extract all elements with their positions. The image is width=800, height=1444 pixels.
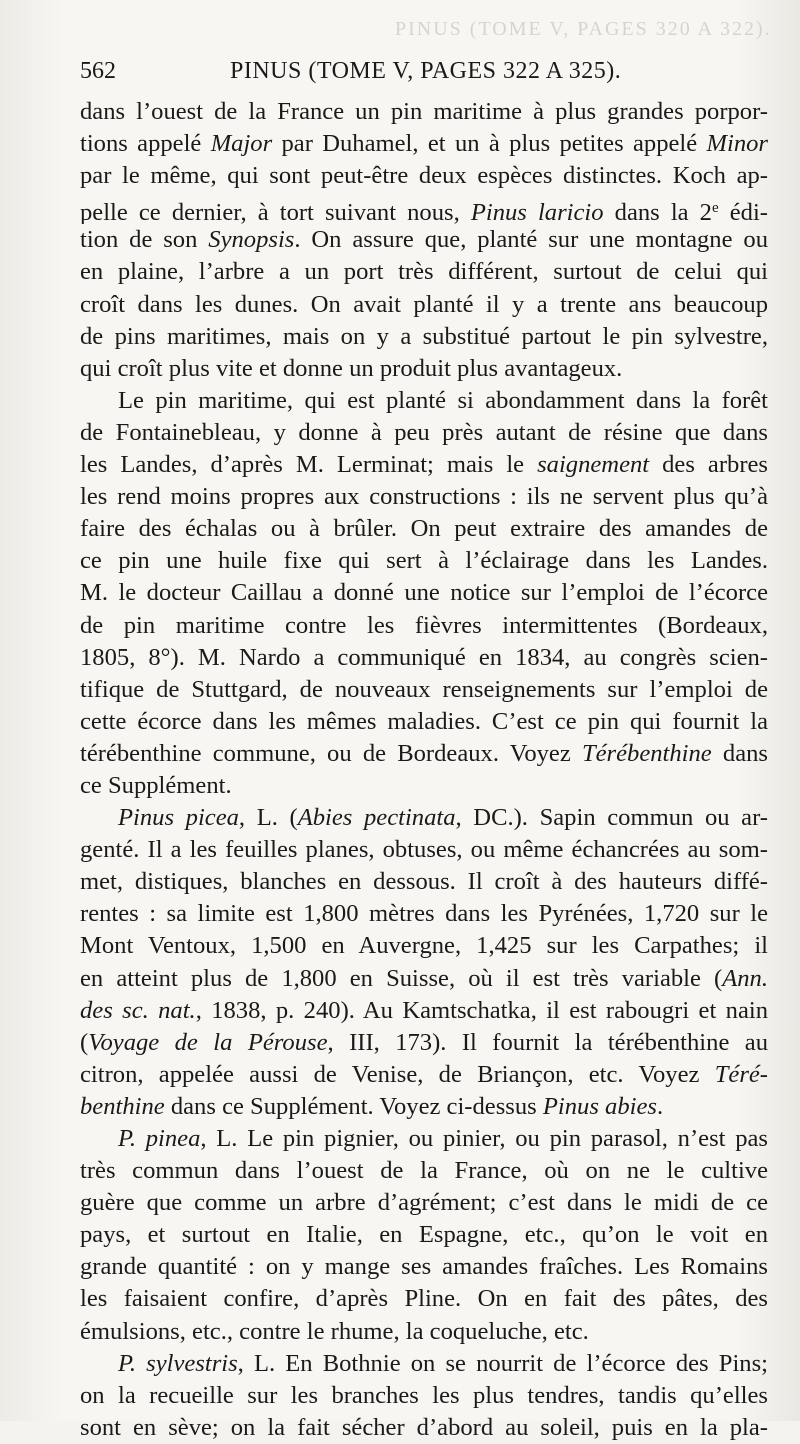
text-line: faire des échalas ou à brûler. On peut extraire des amandes de <box>80 515 768 543</box>
text-line: en plaine, l’arbre a un port très différent, surtout de celui qui <box>80 258 768 286</box>
text-line: dans l’ouest de la France un pin maritime à plus grandes porpor- <box>80 98 768 125</box>
text-line: les Landes, d’après M. Lerminat; mais le saignement des arbres <box>80 451 768 479</box>
text-line: térébenthine commune, ou de Bordeaux. Voyez Térébenthine dans <box>80 739 768 767</box>
text-line: Pinus picea, L. (Abies pectinata, DC.). Sapin commun ou ar- <box>118 804 768 832</box>
text-line: tifique de Stuttgard, de nouveaux renseignements sur l’emploi de <box>80 675 768 703</box>
text-line: pelle ce dernier, à tort suivant nous, Pinus laricio dans la 2e édi- <box>80 199 768 225</box>
text-line: pays, et surtout en Italie, en Espagne, etc., qu’on le voit en <box>80 1221 768 1249</box>
text-line: rentes : sa limite est 1,800 mètres dans les Pyrénées, 1,720 sur le <box>80 900 768 928</box>
text-line: M. le docteur Caillau a donné une notice sur l’emploi de l’écorce <box>80 579 768 607</box>
body-text <box>80 96 768 1444</box>
text-line: tions appelé Major par Duhamel, et un à plus petites appelé Minor <box>80 130 768 158</box>
running-title: PINUS (TOME V, PAGES 322 A 325). <box>230 58 622 84</box>
text-line: tion de son Synopsis. On assure que, planté sur une montagne ou <box>80 226 768 254</box>
text-line: genté. Il a les feuilles planes, obtuses, ou même échancrées au som- <box>80 836 768 864</box>
text-line: par le même, qui sont peut-être deux espèces distinctes. Koch ap- <box>80 162 768 190</box>
text-line: en atteint plus de 1,800 en Suisse, où il est très variable (Ann. <box>80 964 768 992</box>
text-line: sont en sève; on la fait sécher d’abord au soleil, puis en la pla- <box>80 1413 768 1441</box>
text-line: de pin maritime contre les fièvres intermittentes (Bordeaux, <box>80 611 768 639</box>
bleed-through-header: PINUS (TOME V, PAGES 320 A 322). <box>395 18 772 40</box>
text-line: de pins maritimes, mais on y a substitué partout le pin sylvestre, <box>80 322 768 350</box>
text-line: grande quantité : on y mange ses amandes fraîches. Les Romains <box>80 1253 768 1281</box>
text-line: benthine dans ce Supplément. Voyez ci-dessus Pinus abies. <box>80 1092 664 1120</box>
text-line: les faisaient confire, d’après Pline. On en fait des pâtes, des <box>80 1285 768 1313</box>
text-line: Mont Ventoux, 1,500 en Auvergne, 1,425 sur les Carpathes; il <box>80 932 768 960</box>
text-line: de Fontainebleau, y donne à peu près autant de résine que dans <box>80 418 768 446</box>
running-header <box>80 58 760 94</box>
text-line: citron, appelée aussi de Venise, de Briançon, etc. Voyez Téré- <box>80 1060 768 1088</box>
text-line: P. sylvestris, L. En Bothnie on se nourrit de l’écorce des Pins; <box>118 1349 768 1377</box>
text-line: ce pin une huile fixe qui sert à l’éclairage dans les Landes. <box>80 547 768 575</box>
text-line: 1805, 8°). M. Nardo a communiqué en 1834, au congrès scien- <box>80 643 768 671</box>
text-line: émulsions, etc., contre le rhume, la coqueluche, etc. <box>80 1317 589 1345</box>
text-line: met, distiques, blanches en dessous. Il croît à des hauteurs diffé- <box>80 868 768 896</box>
text-line: cette écorce dans les mêmes maladies. C’est ce pin qui fournit la <box>80 707 768 735</box>
text-line: on la recueille sur les branches les plus tendres, tandis qu’elles <box>80 1381 768 1409</box>
text-line: des sc. nat., 1838, p. 240). Au Kamtschatka, il est rabougri et nain <box>80 996 768 1024</box>
text-line: les rend moins propres aux constructions : ils ne servent plus qu’à <box>80 483 768 511</box>
page-number: 562 <box>80 58 116 84</box>
text-line: qui croît plus vite et donne un produit plus avantageux. <box>80 354 623 382</box>
text-line: P. pinea, L. Le pin pignier, ou pinier, ou pin parasol, n’est pas <box>118 1125 768 1152</box>
text-line: croît dans les dunes. On avait planté il y a trente ans beaucoup <box>80 290 768 318</box>
text-line: guère que comme un arbre d’agrément; c’est dans le midi de ce <box>80 1189 768 1217</box>
text-line: très commun dans l’ouest de la France, où on ne le cultive <box>80 1157 768 1185</box>
text-line: Le pin maritime, qui est planté si abondamment dans la forêt <box>118 386 768 414</box>
text-line: (Voyage de la Pérouse, III, 173). Il fournit la térébenthine au <box>80 1028 768 1056</box>
text-line: ce Supplément. <box>80 771 232 799</box>
